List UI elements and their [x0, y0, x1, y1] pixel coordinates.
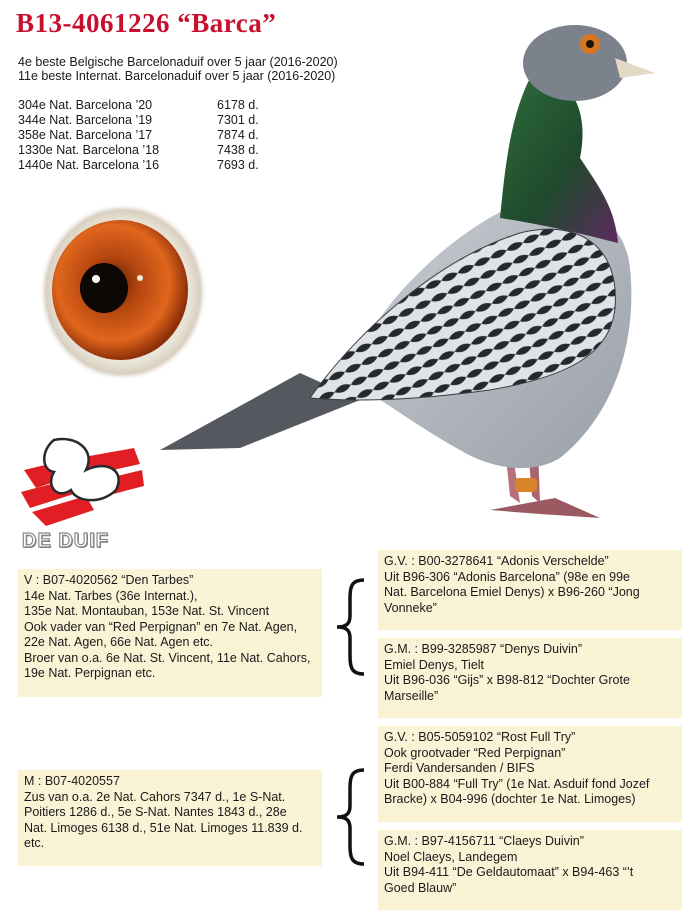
result-place: 358e Nat. Barcelona ’17 — [18, 128, 153, 142]
gm-line: G.M. : B97-4156711 “Claeys Duivin” — [384, 834, 584, 848]
gv-line: Ferdi Vandersanden / BIFS — [384, 761, 535, 775]
result-birds: 7874 d. — [217, 128, 259, 142]
mother-line: Nat. Limoges 6138 d., 51e Nat. Limoges 11.839 d. — [24, 820, 303, 835]
gv-line: Bracke) x B04-996 (dochter 1e Nat. Limoges) — [384, 792, 636, 806]
result-birds: 6178 d. — [217, 98, 259, 112]
gv-line: G.V. : B00-3278641 “Adonis Verschelde” — [384, 554, 609, 568]
pigeon-photo — [160, 18, 700, 543]
result-birds: 7438 d. — [217, 143, 259, 157]
mother-line: Poitiers 1286 d., 5e S-Nat. Nantes 1843 d., 28e — [24, 805, 287, 819]
gm-line: Uit B94-411 “De Geldautomaat” x B94-463 “’t — [384, 865, 634, 879]
father-line: 135e Nat. Montauban, 153e Nat. St. Vincent — [24, 604, 270, 618]
result-place: 304e Nat. Barcelona ’20 — [18, 98, 153, 112]
gm-line: Emiel Denys, Tielt — [384, 657, 485, 672]
gm-line: Noel Claeys, Landegem — [384, 849, 518, 864]
subtitle-best-internat: 11e beste Internat. Barcelonaduif over 5 jaar (2016-2020) — [18, 69, 336, 83]
result-birds: 7301 d. — [217, 113, 259, 127]
result-birds: 7693 d. — [217, 158, 259, 172]
grandmother-mother-box — [378, 830, 682, 910]
father-box — [18, 569, 322, 697]
grandmother-father-box — [378, 638, 682, 718]
father-line: Broer van o.a. 6e Nat. St. Vincent, 11e Nat. Cahors, — [24, 650, 311, 665]
page-title: B13-4061226 “Barca” — [16, 8, 277, 38]
gv-line: Vonneke” — [384, 600, 437, 615]
result-place: 344e Nat. Barcelona ’19 — [18, 113, 153, 127]
gv-line: Ook grootvader “Red Perpignan” — [384, 745, 566, 760]
mother-box — [18, 770, 322, 866]
gm-line: Goed Blauw” — [384, 880, 457, 895]
result-place: 1440e Nat. Barcelona ’16 — [18, 158, 160, 172]
father-line: V : B07-4020562 “Den Tarbes” — [24, 573, 194, 587]
gm-line: G.M. : B99-3285987 “Denys Duivin” — [384, 642, 583, 656]
father-line: 19e Nat. Perpignan etc. — [24, 666, 156, 680]
grandfather-father-box — [378, 550, 682, 630]
gv-line: Nat. Barcelona Emiel Denys) x B96-260 “Jong — [384, 585, 640, 599]
subtitle-best-belgian: 4e beste Belgische Barcelonaduif over 5 jaar (2016-2020) — [18, 55, 338, 69]
father-line: 22e Nat. Agen, 66e Nat. Agen etc. — [24, 635, 214, 649]
gv-line: Uit B00-884 “Full Try” (1e Nat. Asduif fond Jozef — [384, 776, 650, 791]
mother-line: Zus van o.a. 2e Nat. Cahors 7347 d., 1e S-Nat. — [24, 789, 286, 804]
gv-line: G.V. : B05-5059102 “Rost Full Try” — [384, 730, 576, 744]
father-line: 14e Nat. Tarbes (36e Internat.), — [24, 588, 198, 603]
grandfather-mother-box — [378, 726, 682, 822]
mother-line: M : B07-4020557 — [24, 774, 120, 788]
brace-mother-icon — [334, 768, 366, 866]
brace-father-icon — [334, 578, 366, 676]
father-line: Ook vader van “Red Perpignan” en 7e Nat. Agen, — [24, 619, 298, 634]
logo-text: DE DUIF — [22, 530, 109, 552]
gv-line: Uit B96-306 “Adonis Barcelona” (98e en 99e — [384, 569, 630, 584]
mother-line: etc. — [24, 836, 45, 850]
gm-line: Uit B96-036 “Gijs” x B98-812 “Dochter Grote — [384, 673, 630, 687]
result-place: 1330e Nat. Barcelona ’18 — [18, 143, 160, 157]
gm-line: Marseille” — [384, 688, 439, 703]
